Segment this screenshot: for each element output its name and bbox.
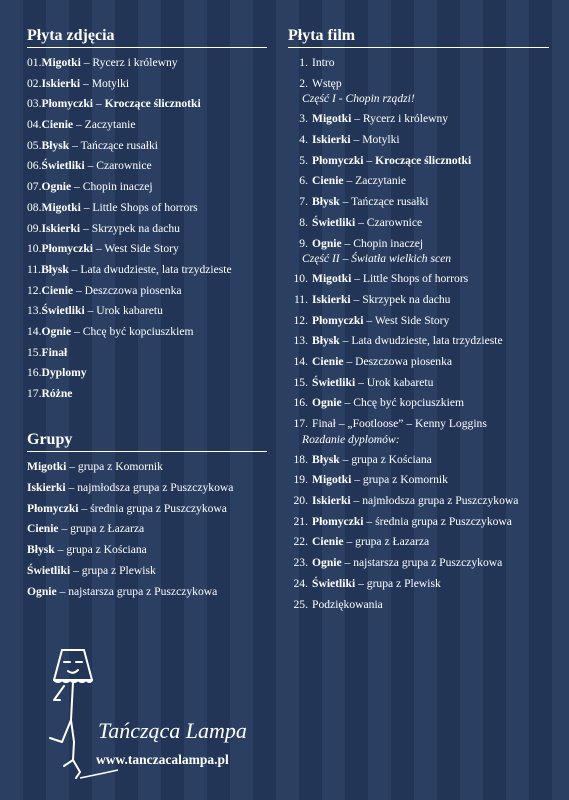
separator: – — [343, 535, 356, 549]
track-number: 8. — [299, 215, 308, 229]
film-disc-title: Płyta film — [288, 26, 549, 48]
track-title: Urok kabaretu — [96, 304, 163, 318]
separator: – — [80, 56, 93, 69]
track-number: 18. — [293, 452, 308, 466]
track-title: Motylki — [362, 133, 400, 147]
photos-track-row — [27, 262, 267, 277]
film-track-row — [288, 395, 549, 410]
groups-section — [27, 430, 267, 605]
group-name: Płomyczki — [312, 153, 364, 167]
brand-url[interactable]: www.tanczacalampa.pl — [96, 752, 229, 767]
film-track-row — [288, 576, 549, 591]
separator: – — [355, 375, 367, 389]
track-title: Tańczące rusałki — [80, 138, 159, 152]
track-title: Little Shops of horrors — [362, 272, 469, 286]
photos-track-row — [27, 179, 267, 194]
photos-track-row — [27, 324, 267, 339]
track-title: Skrzypek na dachu — [91, 221, 180, 235]
track-title: Lata dwudzieste, lata trzydzieste — [351, 334, 503, 348]
track-title: Deszczowa piosenka — [84, 283, 182, 297]
separator: – — [341, 236, 354, 250]
film-track-row — [288, 153, 549, 168]
separator: – — [73, 118, 85, 132]
photos-disc-section — [27, 26, 267, 407]
group-name: Ognie — [312, 556, 342, 570]
section-subtitle: Część II – Światła wielkich scen — [302, 252, 452, 266]
section-subtitle: Część I - Chopin rządzi! — [302, 92, 415, 106]
track-title: Deszczowa piosenka — [355, 354, 453, 368]
track-number: 03. — [27, 97, 42, 111]
track-number: 01. — [27, 56, 42, 69]
track-number: 24. — [293, 576, 308, 590]
photos-track-row — [27, 345, 267, 360]
group-description: – najmłodsza grupa z Puszczykowa — [65, 480, 234, 494]
film-track-row — [288, 555, 549, 570]
separator: – — [339, 452, 352, 466]
separator: – — [80, 221, 92, 235]
group-name: Migotki — [312, 272, 352, 286]
track-number: 07. — [27, 180, 42, 194]
track-title: Kroczące ślicznotki — [375, 153, 472, 167]
group-name: Cienie — [312, 535, 344, 549]
group-name: Błysk — [41, 138, 70, 152]
group-name: Płomyczki — [312, 313, 364, 327]
track-number: 3. — [299, 112, 308, 126]
track-number: 1. — [299, 56, 308, 69]
separator: – — [80, 200, 93, 214]
track-title: Zaczytanie — [84, 118, 136, 132]
group-name: Cienie — [312, 174, 344, 188]
track-title: Chopin inaczej — [353, 236, 424, 250]
photos-disc-title: Płyta zdjęcia — [27, 26, 267, 48]
group-name: Płomyczki — [312, 514, 364, 528]
film-disc-list — [288, 55, 549, 612]
film-track-row — [288, 236, 549, 251]
track-title: grupa z Plewisk — [366, 576, 441, 590]
track-title: Rycerz i królewny — [362, 112, 449, 126]
track-number: 17. — [293, 417, 308, 430]
film-track-row — [288, 132, 549, 147]
track-number: 02. — [27, 76, 42, 90]
track-title: najstarsza grupa z Puszczykowa — [353, 556, 503, 570]
track-number: 25. — [293, 597, 308, 611]
track-title: Tańczące rusałki — [351, 195, 429, 209]
separator: – — [71, 180, 83, 194]
track-number: 2. — [299, 76, 308, 90]
photos-track-row — [27, 117, 267, 132]
track-number: 12. — [293, 313, 308, 327]
group-name: Cienie — [41, 118, 74, 132]
track-number: 04. — [27, 118, 42, 132]
group-row — [27, 584, 267, 599]
track-number: 10. — [293, 272, 308, 286]
group-name: Migotki — [312, 473, 352, 487]
track-number: 08. — [27, 200, 42, 214]
track-title: średnia grupa z Puszczykowa — [375, 514, 512, 528]
track-title: Rycerz i królewny — [92, 56, 178, 69]
track-title: Skrzypek na dachu — [362, 292, 451, 306]
group-name: Iskierki — [27, 480, 66, 494]
group-description: – grupa z Łazarza — [58, 522, 145, 536]
track-number: 20. — [293, 494, 308, 508]
group-name: Cienie — [312, 354, 344, 368]
separator: – — [71, 324, 83, 338]
group-row — [27, 501, 267, 516]
track-title: Little Shops of horrors — [92, 200, 198, 214]
group-name: Błysk — [27, 543, 55, 557]
separator: – — [84, 159, 97, 173]
group-name: Świetliki — [312, 375, 356, 389]
track-number: 9. — [299, 236, 308, 250]
track-title: Kroczące ślicznotki — [104, 97, 201, 111]
section-subtitle: Rozdanie dyplomów: — [302, 432, 400, 446]
track-title: grupa z Kościana — [351, 452, 432, 466]
track-number: 21. — [293, 514, 308, 528]
group-row — [27, 563, 267, 578]
track-title: Chcę być kopciuszkiem — [82, 324, 194, 338]
group-name: Różne — [41, 387, 73, 400]
track-title: Czarownice — [366, 215, 423, 229]
film-track-row — [288, 493, 549, 508]
separator: – — [68, 262, 81, 276]
group-name: Błysk — [41, 262, 69, 276]
group-name: Ognie — [41, 324, 72, 338]
photos-track-row — [27, 241, 267, 256]
film-track-row — [288, 313, 549, 328]
group-name: Świetliki — [312, 576, 356, 590]
track-title: Podziękowania — [312, 597, 383, 611]
film-track-row — [288, 215, 549, 230]
track-number: 15. — [293, 375, 308, 389]
track-number: 5. — [299, 153, 308, 167]
separator: – — [84, 304, 97, 318]
track-number: 23. — [293, 556, 308, 570]
film-track-row — [288, 416, 549, 431]
group-name: Ognie — [312, 396, 342, 410]
separator: – — [350, 292, 363, 306]
separator: – — [350, 494, 363, 508]
group-name: Ognie — [27, 584, 57, 598]
group-name: Świetliki — [312, 215, 356, 229]
track-number: 15. — [27, 345, 42, 359]
film-track-row — [288, 76, 549, 91]
group-name: Finał — [41, 345, 68, 359]
track-number: 11. — [293, 292, 308, 306]
track-title: Intro — [312, 56, 335, 69]
separator: – — [80, 76, 92, 90]
separator: – — [93, 97, 105, 111]
photos-track-row — [27, 96, 267, 111]
groups-title: Grupy — [27, 430, 267, 452]
separator: – — [339, 195, 352, 209]
track-title: Zaczytanie — [355, 174, 407, 188]
track-number: 14. — [27, 324, 42, 338]
group-name: Cienie — [41, 283, 74, 297]
separator: – — [355, 215, 367, 229]
track-number: 22. — [293, 535, 308, 549]
track-title: Chopin inaczej — [82, 180, 153, 194]
separator: – — [341, 556, 354, 570]
group-name: Cienie — [27, 522, 59, 536]
film-track-row — [288, 354, 549, 369]
track-number: 6. — [299, 174, 308, 188]
group-name: Świetliki — [41, 304, 85, 318]
track-number: 4. — [299, 133, 308, 147]
group-name: Iskierki — [41, 76, 81, 90]
separator: – — [355, 576, 367, 590]
separator: – — [363, 313, 375, 327]
group-name: Dyplomy — [41, 366, 87, 380]
film-track-row — [288, 333, 549, 348]
group-row — [27, 521, 267, 536]
group-name: Migotki — [27, 460, 67, 473]
track-number: 05. — [27, 138, 42, 152]
track-title: Lata dwudzieste, lata trzydzieste — [80, 262, 232, 276]
track-number: 19. — [293, 473, 308, 487]
separator: – — [351, 272, 363, 286]
track-title: grupa z Łazarza — [355, 535, 430, 549]
track-title: West Side Story — [104, 242, 179, 256]
separator: – — [363, 153, 376, 167]
track-number: 12. — [27, 283, 42, 297]
group-name: Błysk — [312, 195, 340, 209]
track-number: 11. — [27, 262, 42, 276]
group-name: Świetliki — [27, 563, 71, 577]
track-title: Chcę być kopciuszkiem — [353, 396, 464, 410]
group-description: – grupa z Plewisk — [70, 563, 156, 577]
groups-list — [27, 459, 267, 599]
group-name: Płomyczki — [27, 501, 79, 515]
photos-track-row — [27, 386, 267, 401]
photos-track-row — [27, 365, 267, 380]
group-name: Iskierki — [41, 221, 81, 235]
separator: – — [351, 112, 363, 126]
photos-track-row — [27, 200, 267, 215]
group-name: Iskierki — [312, 133, 351, 147]
group-description: – średnia grupa z Puszczykowa — [78, 501, 227, 515]
photos-track-row — [27, 221, 267, 236]
film-track-row — [288, 173, 549, 188]
separator: – — [343, 354, 356, 368]
group-name: Ognie — [41, 180, 72, 194]
film-track-row — [288, 534, 549, 549]
group-name: Świetliki — [41, 159, 85, 173]
film-track-row — [288, 55, 549, 70]
separator: – — [363, 514, 376, 528]
group-name: Iskierki — [312, 494, 351, 508]
track-title: Wstęp — [312, 76, 342, 90]
group-name: Błysk — [312, 452, 340, 466]
photos-track-row — [27, 138, 267, 153]
group-name: Błysk — [312, 334, 340, 348]
track-number: 09. — [27, 221, 42, 235]
separator: – — [351, 473, 363, 487]
film-disc-section — [288, 26, 549, 617]
group-name: Migotki — [312, 112, 352, 126]
group-description: – grupa z Komornik — [66, 460, 163, 473]
group-name: Migotki — [41, 56, 81, 69]
film-track-row — [288, 514, 549, 529]
group-description: – najstarsza grupa z Puszczykowa — [56, 584, 218, 598]
track-title: Finał – „Footloose” – Kenny Loggins — [312, 417, 487, 430]
track-number: 7. — [299, 195, 308, 209]
group-name: Ognie — [312, 236, 342, 250]
film-track-row — [288, 597, 549, 612]
film-track-row — [288, 472, 549, 487]
track-title: Czarownice — [96, 159, 152, 173]
photos-track-row — [27, 55, 267, 70]
track-number: 10. — [27, 242, 42, 256]
track-title: Urok kabaretu — [366, 375, 434, 389]
group-row — [27, 542, 267, 557]
track-number: 17. — [27, 387, 42, 400]
film-track-row — [288, 375, 549, 390]
group-name: Płomyczki — [41, 97, 94, 111]
photos-track-row — [27, 158, 267, 173]
track-title: Motylki — [91, 76, 130, 90]
film-track-row — [288, 194, 549, 209]
track-number: 16. — [293, 396, 308, 410]
group-name: Migotki — [41, 200, 81, 214]
group-description: – grupa z Kościana — [54, 543, 147, 557]
photos-disc-list — [27, 55, 267, 401]
film-track-row — [288, 292, 549, 307]
photos-track-row — [27, 76, 267, 91]
track-number: 13. — [27, 304, 42, 318]
separator: – — [69, 138, 81, 152]
track-title: najmłodsza grupa z Puszczykowa — [362, 494, 519, 508]
track-number: 13. — [293, 334, 308, 348]
separator: – — [341, 396, 354, 410]
separator: – — [343, 174, 356, 188]
group-name: Iskierki — [312, 292, 351, 306]
brand-name: Tańcząca Lampa — [98, 718, 247, 743]
lamp-figure-icon — [40, 642, 320, 792]
track-title: West Side Story — [374, 313, 450, 327]
separator: – — [73, 283, 85, 297]
group-row — [27, 480, 267, 495]
photos-track-row — [27, 283, 267, 298]
track-number: 06. — [27, 159, 42, 173]
group-name: Płomyczki — [41, 242, 94, 256]
film-track-row — [288, 452, 549, 467]
track-title: grupa z Komornik — [362, 473, 448, 487]
separator: – — [350, 133, 363, 147]
track-number: 16. — [27, 366, 42, 380]
group-row — [27, 459, 267, 474]
separator: – — [339, 334, 352, 348]
separator: – — [93, 242, 105, 256]
track-number: 14. — [293, 354, 308, 368]
film-track-row — [288, 111, 549, 126]
photos-track-row — [27, 303, 267, 318]
film-track-row — [288, 271, 549, 286]
